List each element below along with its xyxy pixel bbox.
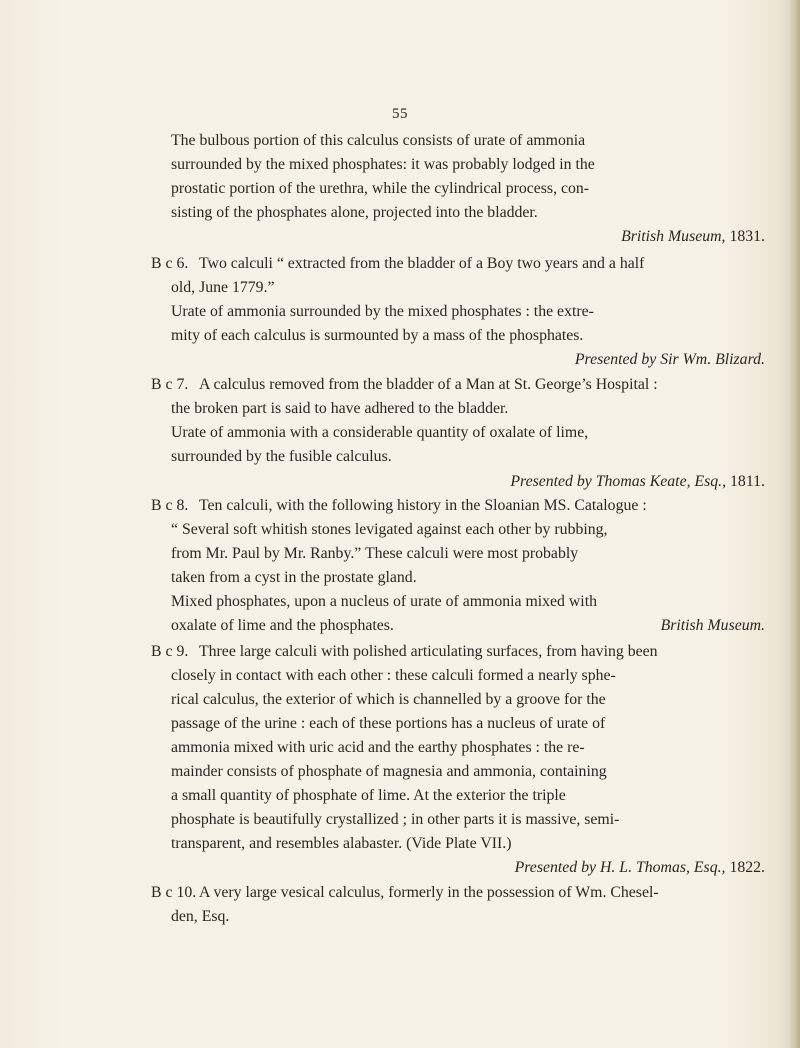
entry-bc9-line-4: passage of the urine : each of these portions has a nucleus of urate of (171, 715, 606, 732)
entry-bc9-line-5: ammonia mixed with uric acid and the earthy phosphates : the re- (171, 739, 585, 756)
entry-bc10-line-2: den, Esq. (171, 908, 230, 925)
entry-label: B c 8. (151, 497, 189, 514)
entry-bc7-attribution-source: Presented by Thomas Keate, Esq., (510, 473, 727, 490)
intro-line-4: sisting of the phosphates alone, projected into the bladder. (171, 204, 538, 221)
entry-bc9-line-8: phosphate is beautifully crystallized ; in other parts it is massive, semi- (171, 811, 620, 828)
page-number: 55 (392, 106, 408, 122)
entry-bc9-attribution-source: Presented by H. L. Thomas, Esq., (514, 859, 726, 876)
entry-bc9-line-3: rical calculus, the exterior of which is channelled by a groove for the (171, 691, 606, 708)
entry-bc7-attribution-year: 1811. (730, 473, 765, 490)
entry-bc6-line-1: B c 6. Two calculi “ extracted from the bladder of a Boy two years and a half (151, 252, 644, 276)
entry-bc9-attribution-year: 1822. (729, 859, 765, 876)
intro-line-2: surrounded by the mixed phosphates: it was probably lodged in the (171, 156, 595, 173)
entry-bc7-line-2: the broken part is said to have adhered to the bladder. (171, 400, 509, 417)
entry-bc8-line-1: B c 8. Ten calculi, with the following history in the Sloanian MS. Catalogue : (151, 494, 647, 518)
entry-bc8-attribution: British Museum. (660, 617, 765, 634)
intro-attribution (621, 225, 765, 249)
entry-bc6-line-3: Urate of ammonia surrounded by the mixed phosphates : the extre- (171, 303, 594, 320)
entry-bc8-line-5: Mixed phosphates, upon a nucleus of urate of ammonia mixed with (171, 593, 597, 610)
page-edge-shadow (788, 0, 800, 1048)
entry-bc7-attribution (510, 470, 765, 494)
entry-bc6-attribution: Presented by Sir Wm. Blizard. (574, 351, 765, 368)
entry-label: B c 7. (151, 376, 189, 393)
intro-line-3: prostatic portion of the urethra, while the cylindrical process, con- (171, 180, 590, 197)
entry-bc6-line-4: mity of each calculus is surmounted by a mass of the phosphates. (171, 327, 584, 344)
entry-bc9-line-6: mainder consists of phosphate of magnesia and ammonia, containing (171, 763, 607, 780)
entry-bc9-line-9: transparent, and resembles alabaster. (Vide Plate VII.) (171, 835, 512, 852)
entry-label: B c 10. (151, 884, 197, 901)
entry-bc6-line-2: old, June 1779.” (171, 279, 275, 296)
entry-bc7-line-1: B c 7. A calculus removed from the bladder of a Man at St. George’s Hospital : (151, 373, 658, 397)
entry-label: B c 9. (151, 643, 189, 660)
entry-bc7-line-3: Urate of ammonia with a considerable quantity of oxalate of lime, (171, 424, 589, 441)
entry-bc8-line-6: oxalate of lime and the phosphates. (171, 617, 394, 634)
entry-bc9-line-1: B c 9. Three large calculi with polished articulating surfaces, from having been (151, 640, 658, 664)
entry-label: B c 6. (151, 255, 189, 272)
entry-bc7-line-4: surrounded by the fusible calculus. (171, 448, 392, 465)
entry-bc9-attribution (515, 856, 765, 880)
entry-bc10-line-1: B c 10. A very large vesical calculus, formerly in the possession of Wm. Chesel- (151, 881, 659, 905)
intro-attribution-year: 1831. (729, 228, 765, 245)
entry-bc8-line-3: from Mr. Paul by Mr. Ranby.” These calculi were most probably (171, 545, 579, 562)
entry-bc9-line-2: closely in contact with each other : these calculi formed a nearly sphe- (171, 667, 616, 684)
intro-attribution-source: British Museum, (621, 228, 726, 245)
intro-line-1: The bulbous portion of this calculus consists of urate of ammonia (171, 132, 586, 149)
entry-bc8-line-2: “ Several soft whitish stones levigated against each other by rubbing, (171, 521, 608, 538)
entry-bc9-line-7: a small quantity of phosphate of lime. At the exterior the triple (171, 787, 566, 804)
entry-bc8-line-4: taken from a cyst in the prostate gland. (171, 569, 417, 586)
